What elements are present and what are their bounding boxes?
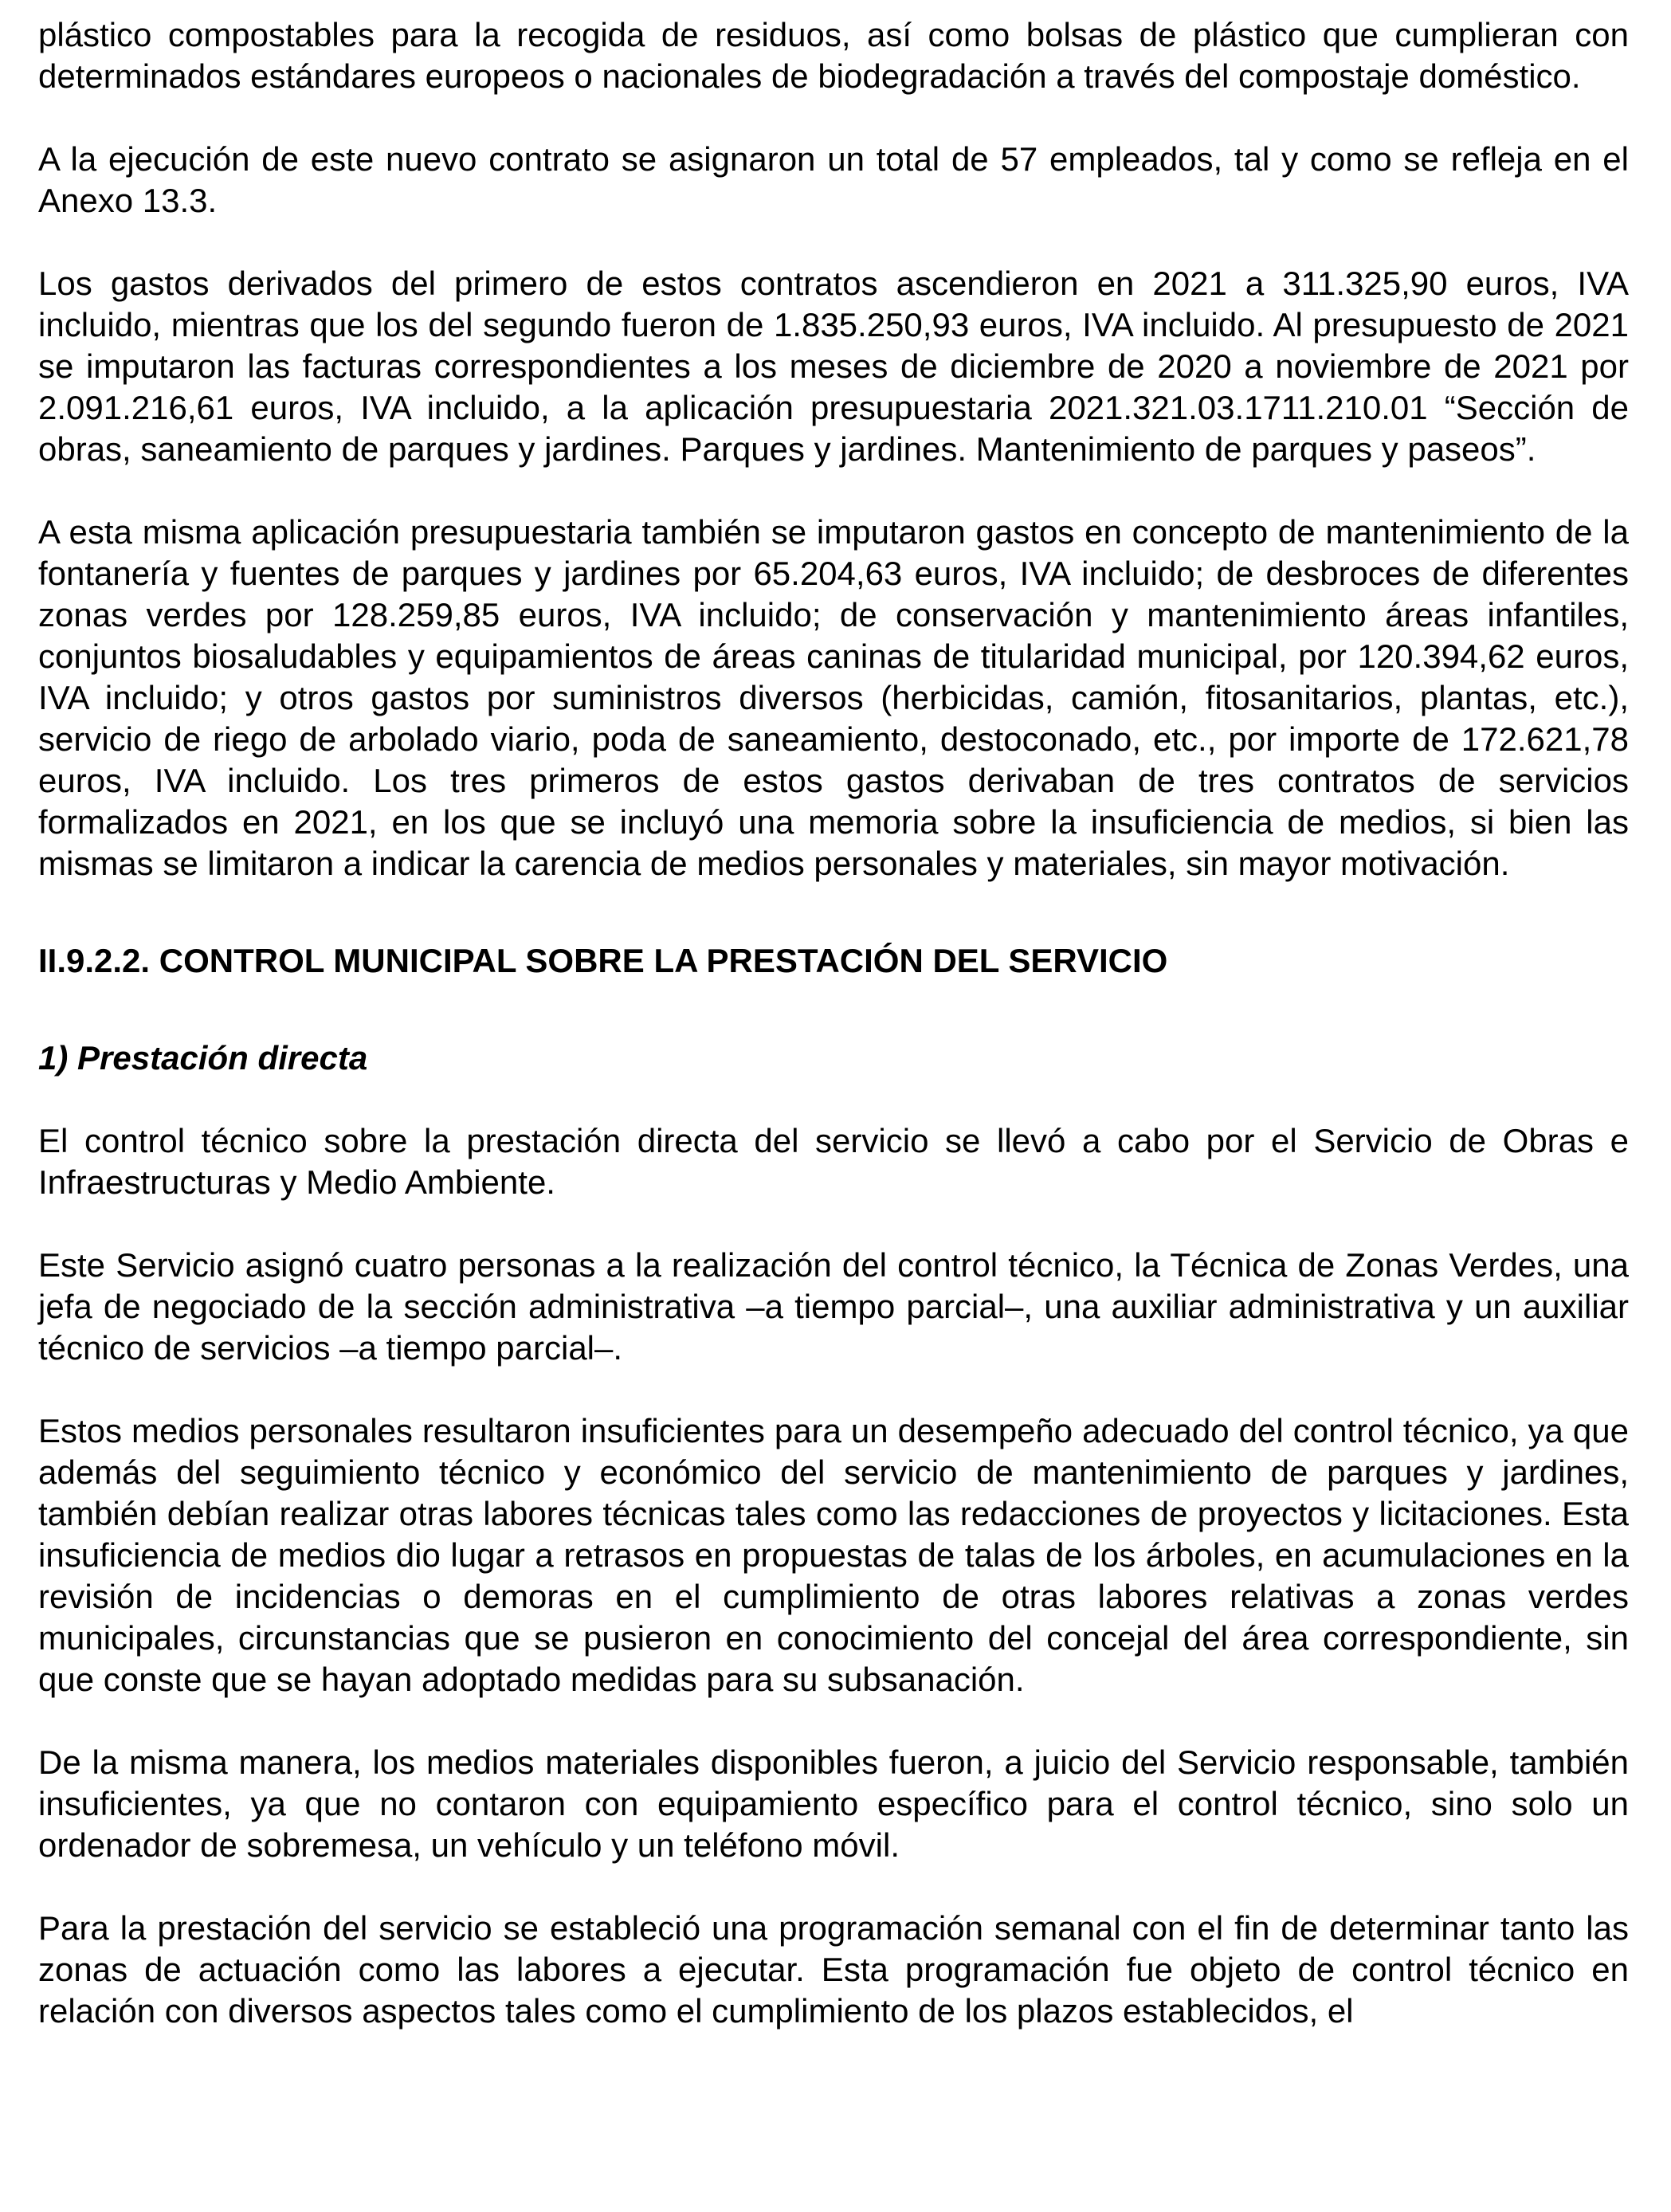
paragraph-medios-materiales: De la misma manera, los medios materiales disponibles fueron, a juicio del Servicio responsable, también insuficientes, ya que no contaron con equipamiento específico para el control técnico, sino solo un ordenador de sobremesa, un vehículo y un teléfono móvil. [38, 1743, 1629, 1864]
document-page [38, 14, 1629, 2032]
paragraph-aplicacion-presupuestaria: A esta misma aplicación presupuestaria también se imputaron gastos en concepto de mantenimiento de la fontanería y fuentes de parques y jardines por 65.204,63 euros, IVA incluido; de desbroces de diferentes zonas verdes por 128.259,85 euros, IVA incluido; de conservación y mantenimiento áreas infantiles, conjuntos biosaludables y equipamientos de áreas caninas de titularidad municipal, por 120.394,62 euros, IVA incluido; y otros gastos por suministros diversos (herbicidas, camión, fitosanitarios, plantas, etc.), servicio de riego de arbolado viario, poda de saneamiento, destoconado, etc., por importe de 172.621,78 euros, IVA incluido. Los tres primeros de estos gastos derivaban de tres contratos de servicios formalizados en 2021, en los que se incluyó una memoria sobre la insuficiencia de medios, si bien las mismas se limitaron a indicar la carencia de medios personales y materiales, sin mayor motivación. [38, 513, 1629, 882]
paragraph-control-tecnico: El control técnico sobre la prestación directa del servicio se llevó a cabo por el Servicio de Obras e Infraestructuras y Medio Ambiente. [38, 1122, 1629, 1201]
paragraph-empleados: A la ejecución de este nuevo contrato se asignaron un total de 57 empleados, tal y como se refleja en el Anexo 13.3. [38, 140, 1629, 219]
section-heading: II.9.2.2. CONTROL MUNICIPAL SOBRE LA PRESTACIÓN DEL SERVICIO [38, 942, 1168, 979]
subsection-heading: 1) Prestación directa [38, 1039, 368, 1077]
paragraph-gastos-contratos: Los gastos derivados del primero de estos contratos ascendieron en 2021 a 311.325,90 euros, IVA incluido, mientras que los del segundo fueron de 1.835.250,93 euros, IVA incluido. Al presupuesto de 2021 se imputaron las facturas correspondientes a los meses de diciembre de 2020 a noviembre de 2021 por 2.091.216,61 euros, IVA incluido, a la aplicación presupuestaria 2021.321.03.1711.210.01 “Sección de obras, saneamiento de parques y jardines. Parques y jardines. Mantenimiento de parques y paseos”. [38, 265, 1629, 468]
paragraph-compostables: plástico compostables para la recogida de residuos, así como bolsas de plástico que cumplieran con determinados estándares europeos o nacionales de biodegradación a través del compostaje doméstico. [38, 16, 1629, 95]
paragraph-medios-personales: Estos medios personales resultaron insuficientes para un desempeño adecuado del control técnico, ya que además del seguimiento técnico y económico del servicio de mantenimiento de parques y jardines, también debían realizar otras labores técnicas tales como las redacciones de proyectos y licitaciones. Esta insuficiencia de medios dio lugar a retrasos en propuestas de talas de los árboles, en acumulaciones en la revisión de incidencias o demoras en el cumplimiento de otras labores relativas a zonas verdes municipales, circunstancias que se pusieron en conocimiento del concejal del área correspondiente, sin que conste que se hayan adoptado medidas para su subsanación. [38, 1412, 1629, 1698]
paragraph-personas-asignadas: Este Servicio asignó cuatro personas a la realización del control técnico, la Técnica de Zonas Verdes, una jefa de negociado de la sección administrativa –a tiempo parcial–, una auxiliar administrativa y un auxiliar técnico de servicios –a tiempo parcial–. [38, 1246, 1629, 1367]
paragraph-programacion: Para la prestación del servicio se estableció una programación semanal con el fin de determinar tanto las zonas de actuación como las labores a ejecutar. Esta programación fue objeto de control técnico en relación con diversos aspectos tales como el cumplimiento de los plazos establecidos, el [38, 1909, 1629, 2030]
